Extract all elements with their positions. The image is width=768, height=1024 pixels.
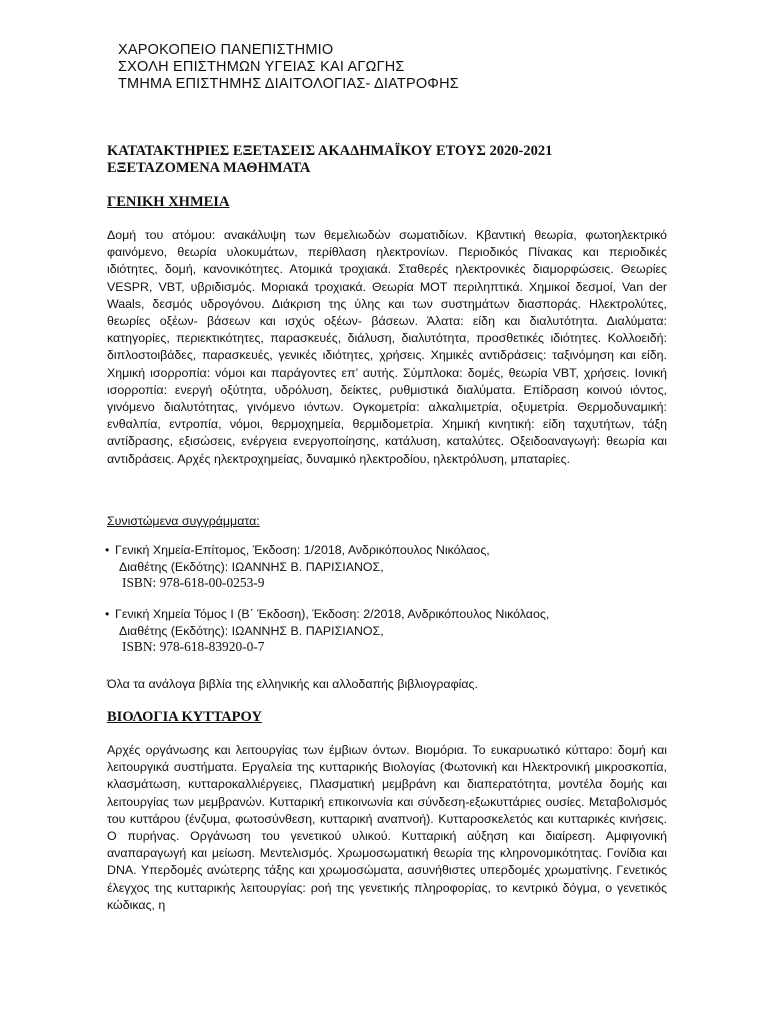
book-publisher-line: Διαθέτης (Εκδότης): ΙΩΑΝΝΗΣ Β. ΠΑΡΙΣΙΑΝΟΣ, (119, 559, 384, 574)
book-publisher-line: Διαθέτης (Εκδότης): ΙΩΑΝΝΗΣ Β. ΠΑΡΙΣΙΑΝΟΣ, (119, 623, 384, 638)
exam-title: ΚΑΤΑΤΑΚΤΗΡΙΕΣ ΕΞΕΤΑΣΕΙΣ ΑΚΑΔΗΜΑΪΚΟΥ ΕΤΟΥΣ 2020-2021 (107, 143, 553, 159)
institution-header (118, 42, 459, 93)
department-name: ΤΜΗΜΑ ΕΠΙΣΤΗΜΗΣ ΔΙΑΙΤΟΛΟΓΙΑΣ- ΔΙΑΤΡΟΦΗΣ (118, 76, 459, 92)
chemistry-heading: ΓΕΝΙΚΗ ΧΗΜΕΙΑ (107, 194, 230, 210)
recommended-books-label: Συνιστώμενα συγγράμματα: (107, 514, 260, 528)
bullet-icon: • (105, 543, 110, 557)
bibliography-note: Όλα τα ανάλογα βιβλία της ελληνικής και αλλοδαπής βιβλιογραφίας. (107, 677, 478, 691)
exam-title-block (107, 143, 552, 177)
book-title-line: Γενική Χημεία-Επίτομος, Έκδοση: 1/2018, Ανδρικόπουλος Νικόλαος, (115, 543, 490, 557)
school-name: ΣΧΟΛΗ ΕΠΙΣΤΗΜΩΝ ΥΓΕΙΑΣ ΚΑΙ ΑΓΩΓΗΣ (118, 59, 405, 75)
book-isbn-line: ISBN: 978-618-00-0253-9 (122, 575, 265, 590)
book-title-line: Γενική Χημεία Τόμος Ι (Β΄ Έκδοση), Έκδοση: 2/2018, Ανδρικόπουλος Νικόλαος, (115, 607, 550, 621)
bullet-icon: • (105, 607, 110, 621)
chemistry-syllabus: Δομή του ατόμου: ανακάλυψη των θεμελιωδών σωματιδίων. Κβαντική θεωρία, φωτοηλεκτρικό φαινόμενο, θεωρία υλοκυμάτων, περίθλαση ηλεκτρονίων. Περιοδικός Πίνακας και περιοδικές ιδιότητες, δομή, κανονικότητες. Ατομικά τροχιακά. Σταθερές ηλεκτρονικές διαμορφώσεις. Θεωρίες VESPR, VBT, υβριδισμός. Μοριακά τροχιακά. Θεωρία MOT περιληπτικά. Χημικοί δεσμοί, Van der Waals, δεσμός υδρογόνου. Διάκριση της ύλης και των συστημάτων διασποράς. Ηλεκτρολύτες, θεωρίες οξέων- βάσεων και ισχύς οξέων- βάσεων. Άλατα: είδη και διαλυτότητα. Διαλύματα: κατηγορίες, περιεκτικότητες, παρασκευές, διάλυση, διαλυτότητα, προσθετικές ιδιότητες. Κολλοειδή: διπλοστοιβάδες, παρασκευές, γενικές ιδιότητες, χρήσεις. Χημικές αντιδράσεις: ταξινόμηση και είδη. Χημική ισορροπία: νόμοι και παράγοντες επ’ αυτής. Σύμπλοκα: δομές, θεωρία VBT, χρήσεις. Ιονική ισορροπία: ενεργή οξύτητα, υδρόλυση, δείκτες, ρυθμιστικά διαλύματα. Επίδραση κοινού ιόντος, γινόμενο διαλυτότητας, γινόμενο ιόντων. Ογκομετρία: αλκαλιμετρία, οξυμετρία. Θερμοδυναμική: ενθαλπία, εντροπία, νόμοι, θερμοχημεία, θερμιδομετρία. Χημική κινητική: είδη ταχυτήτων, τάξη αντίδρασης, εξισώσεις, ενέργεια ενεργοποίησης, κατάλυση, καταλύτες. Οξειδοαναγωγή: θεωρία και αντιδράσεις. Αρχές ηλεκτροχημείας, δυναμικό ηλεκτροδίου, ηλεκτρόλυση, μπαταρίες. (107, 228, 667, 466)
university-name: ΧΑΡΟΚΟΠΕΙΟ ΠΑΝΕΠΙΣΤΗΜΙΟ (118, 42, 334, 58)
exam-subtitle: ΕΞΕΤΑΖΟΜΕΝΑ ΜΑΘΗΜΑΤΑ (107, 160, 311, 176)
biology-syllabus: Αρχές οργάνωσης και λειτουργίας των έμβιων όντων. Βιομόρια. Το ευκαρυωτικό κύτταρο: δομή και λειτουργικά συστήματα. Εργαλεία της κυτταρικής Βιολογίας (Φωτονική και Ηλεκτρονική μικροσκοπία, κλασμάτωση, κυτταροκαλλιέργειες, Πλασματική μεμβράνη και διαπερατότητα, μοντέλα δομής και λειτουργίας των μεμβρανών. Κυτταρική επικοινωνία και σύνδεση-εξωκυττάριες ουσίες. Μεταβολισμός του κυττάρου (ένζυμα, φωτοσύνθεση, κυτταρική αναπνοή). Κυτταροσκελετός και κυτταρικές κινήσεις. Ο πυρήνας. Οργάνωση του γενετικού υλικού. Κυτταρική αύξηση και διαίρεση. Αμφιγονική αναπαραγωγή και μείωση. Μεντελισμός. Χρωμοσωματική θεωρία της κληρονομικότητας. Γονίδια και DNA. Υπερδομές ανώτερης τάξης και χρωμοσώματα, ασυνήθιστες υπερδομές χρωματίνης. Γενετικός έλεγχος της κυτταρικής λειτουργίας: ροή της γενετικής πληροφορίας, το κεντρικό δόγμα, ο γενετικός κώδικας, η (107, 743, 667, 912)
biology-heading: ΒΙΟΛΟΓΙΑ ΚΥΤΤΑΡΟΥ (107, 709, 262, 725)
book-isbn-line: ISBN: 978-618-83920-0-7 (122, 639, 265, 654)
